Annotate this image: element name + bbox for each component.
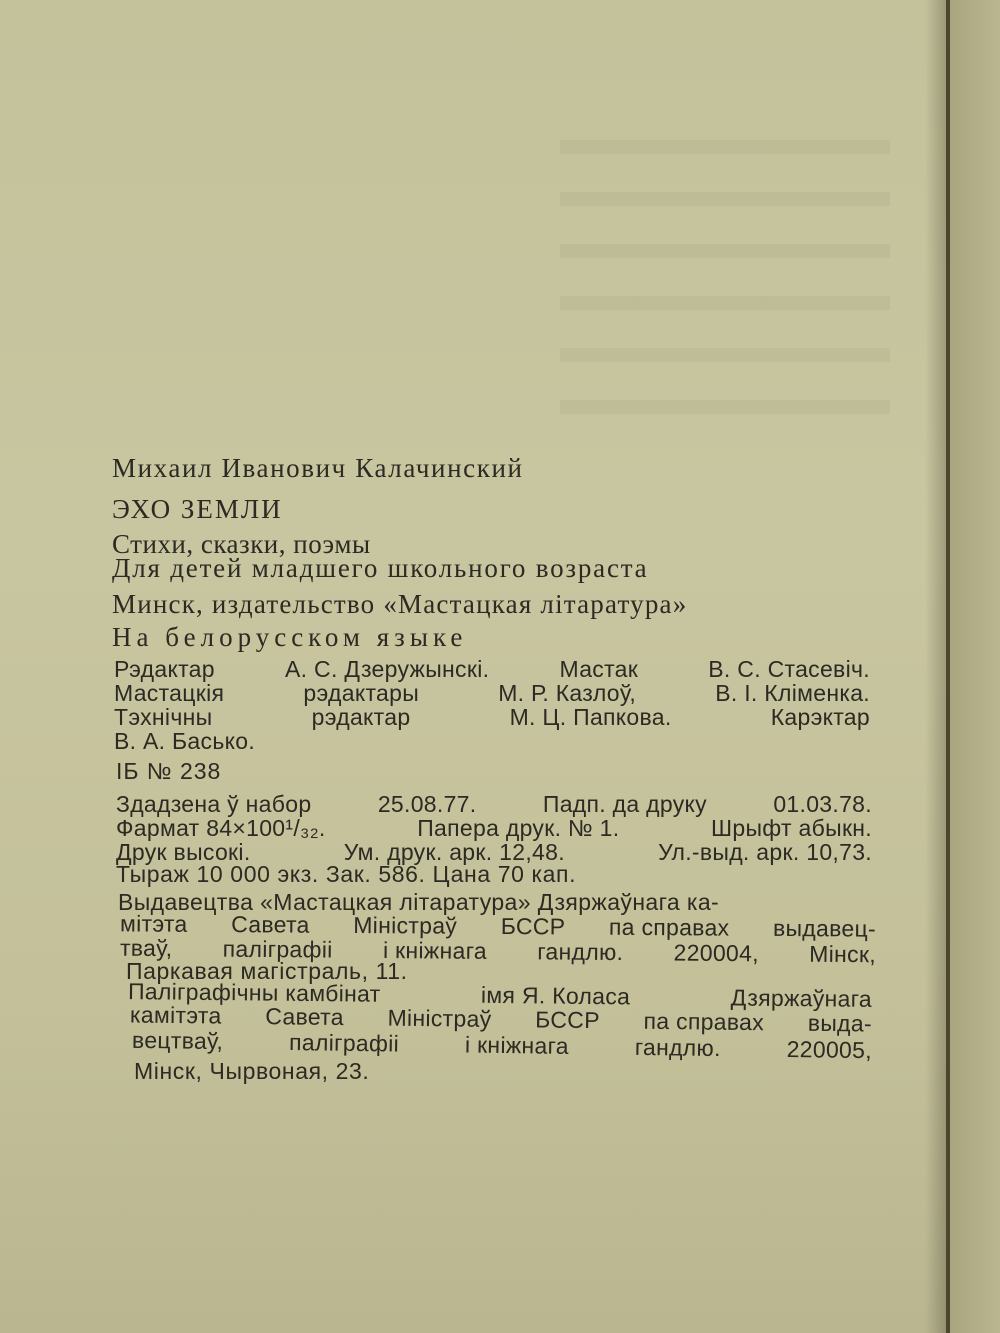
genre-text: Стихи, сказки, поэмы (112, 529, 371, 559)
publisher-text-2a: мітэта (119, 910, 188, 937)
author-text: Михаил Иванович Калачинский (112, 453, 524, 483)
signed-date: 01.03.78. (773, 791, 872, 817)
printer-text-2b: Савета (265, 1003, 344, 1031)
editors-line-2 (114, 680, 870, 707)
publisher-text-1: Выдавецтва «Мастацкая літаратура» Дзяржаўнага ка- (118, 889, 720, 915)
publisher-text-3e: 220004, (673, 939, 759, 967)
language-note (112, 622, 467, 653)
tech-editor-role-1: Тэхнічны (114, 704, 213, 730)
printer-text-1b: імя Я. Коласа (480, 981, 631, 1010)
tech-editor-name: М. Ц. Папкова. (509, 704, 672, 730)
audience-line (112, 553, 648, 584)
author-name (112, 453, 572, 484)
publisher-text-3c: і кніжнага (382, 936, 488, 964)
publisher-russian-text: Минск, издательство «Мастацкая літаратура» (112, 589, 688, 619)
proofreader-name: В. А. Басько. (114, 728, 256, 754)
publisher-text-2b: Савета (231, 911, 310, 938)
print-line-2 (116, 815, 872, 842)
editor-name: А. С. Дзеружынскі. (285, 656, 490, 682)
print-line-1 (116, 791, 872, 818)
art-editor-name-2: В. І. Кліменка. (715, 680, 870, 706)
publisher-sheets-text: Ул.-выд. арк. 10,73. (658, 839, 872, 865)
publisher-text-2d: БССР (500, 913, 566, 940)
printer-text-3d: гандлю. (634, 1033, 721, 1062)
art-editors-role-2: рэдактары (303, 680, 420, 706)
printer-address: Мінск, Чырвоная, 23. (134, 1058, 370, 1084)
printer-text-1a: Паліграфічны камбінат (127, 978, 381, 1007)
printer-text-2d: БССР (535, 1006, 601, 1034)
show-through-texture (560, 140, 890, 440)
printer-text-2f: выда- (807, 1009, 873, 1037)
printer-text-2e: па справах (643, 1007, 765, 1036)
signed-label: Падп. да друку (542, 791, 707, 817)
print-type-text: Друк высокі. (116, 839, 251, 865)
printer-text-2a: камітэта (129, 1001, 222, 1029)
printer-text-2c: Міністраў (387, 1004, 492, 1032)
publisher-text-2f: выдавец- (772, 914, 877, 942)
printer-text-3b: паліграфіі (288, 1029, 400, 1057)
printer-text-1c: Дзяржаўнага (730, 984, 873, 1012)
circulation-text: Тыраж 10 000 экз. Зак. 586. Цана 70 кап. (116, 861, 577, 887)
format-text: Фармат 84×100¹/₃₂. (116, 815, 326, 841)
publisher-text-2c: Міністраў (353, 911, 458, 939)
art-editor-name-1: М. Р. Казлоў, (498, 680, 637, 706)
printer-text-3c: і кніжнага (464, 1031, 570, 1059)
printer-text-3e: 220005, (786, 1035, 873, 1064)
publisher-address: Паркавая магістраль, 11. (126, 958, 408, 984)
art-editors-role-1: Мастацкія (114, 680, 225, 706)
publisher-russian-line (112, 589, 687, 620)
tech-editor-role-2: рэдактар (311, 704, 411, 730)
typeset-date: 25.08.77. (377, 791, 477, 817)
editor-role: Рэдактар (114, 656, 215, 682)
artist-name: В. С. Стасевіч. (708, 656, 870, 682)
ib-number-text: ІБ № 238 (116, 758, 222, 784)
font-text: Шрыфт абыкн. (711, 815, 872, 841)
editors-line-4 (114, 728, 255, 755)
proofreader-role: Карэктар (770, 704, 870, 730)
print-sheets-text: Ум. друк. арк. 12,48. (343, 839, 565, 865)
publisher-text-3d: гандлю. (537, 938, 624, 966)
book-title-text: ЭХО ЗЕМЛИ (112, 494, 283, 524)
ib-number (116, 758, 221, 785)
editors-line-3 (114, 704, 870, 731)
publisher-text-2e: па справах (608, 913, 730, 941)
audience-text: Для детей младшего школьного возраста (112, 553, 649, 583)
artist-role: Мастак (559, 656, 639, 682)
typeset-label: Здадзена ў набор (116, 791, 312, 817)
publisher-text-3b: паліграфіі (222, 935, 333, 963)
printer-line-4 (134, 1058, 369, 1085)
paper-text: Папера друк. № 1. (417, 815, 620, 841)
publisher-text-3a: тваў, (119, 934, 173, 962)
book-title (112, 494, 283, 525)
facing-page-edge (950, 0, 1000, 1333)
publisher-text-3f: Мінск, (809, 940, 877, 968)
language-note-text: На белорусском языке (112, 622, 468, 652)
printer-text-3a: вецтваў, (131, 1026, 224, 1055)
editors-line-1 (114, 656, 870, 683)
print-line-4 (116, 861, 576, 888)
